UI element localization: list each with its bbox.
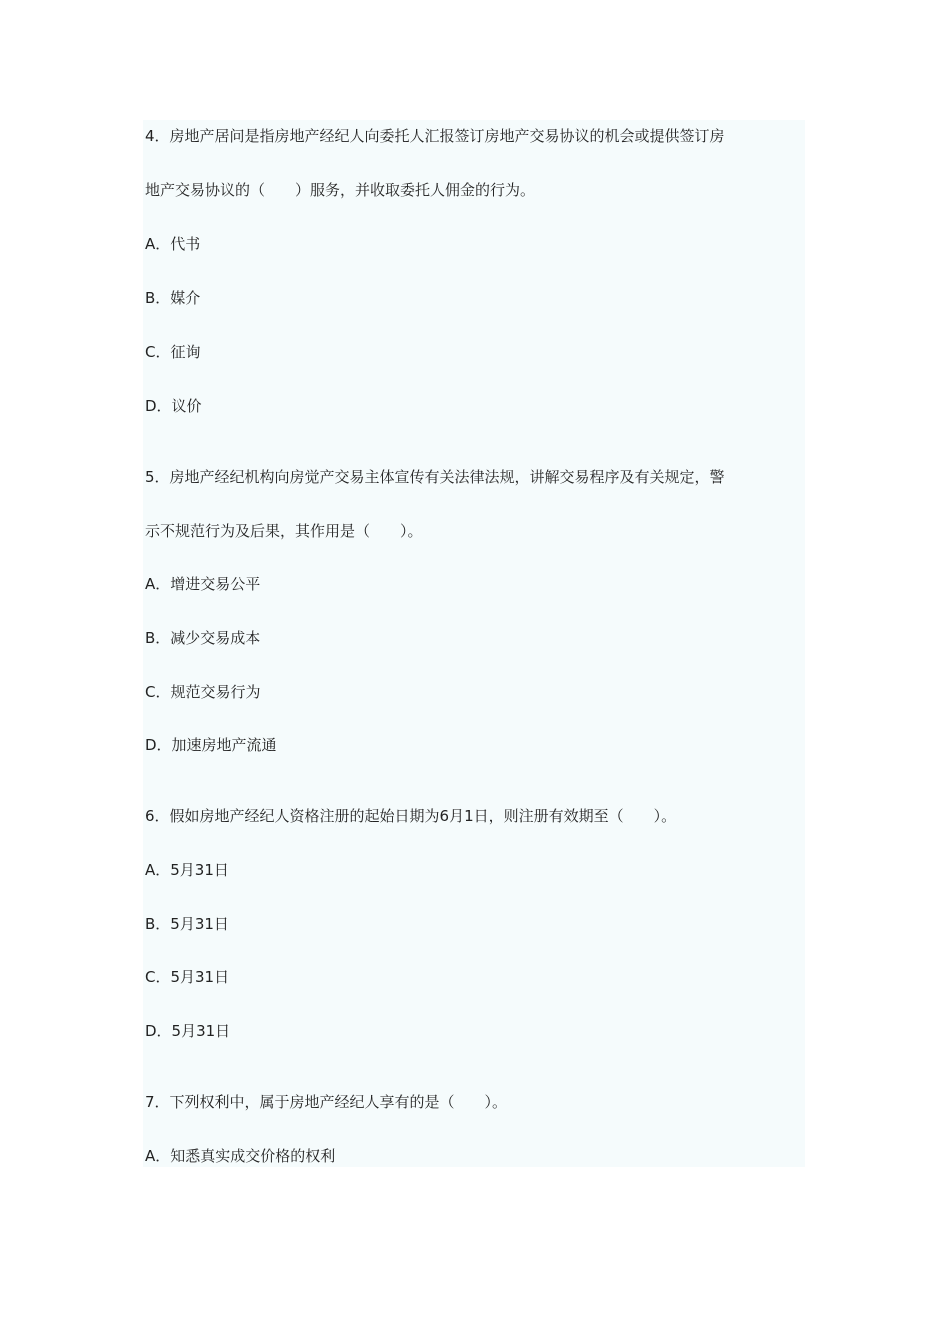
option-d: D．加速房地产流通 bbox=[145, 736, 277, 754]
question-stem-line: 4．房地产居问是指房地产经纪人向委托人汇报签订房地产交易协议的机会或提供签订房 bbox=[145, 127, 725, 145]
option-d: D．5月31日 bbox=[145, 1022, 231, 1040]
question-stem-line: 示不规范行为及后果，其作用是（ ）。 bbox=[145, 522, 423, 540]
option-b: B．减少交易成本 bbox=[145, 629, 261, 647]
question-stem-line: 6．假如房地产经纪人资格注册的起始日期为6月1日，则注册有效期至（ ）。 bbox=[145, 807, 677, 825]
question-stem-line: 地产交易协议的（ ）服务，并收取委托人佣金的行为。 bbox=[145, 181, 536, 199]
question-stem-line: 7．下列权利中，属于房地产经纪人享有的是（ ）。 bbox=[145, 1093, 508, 1111]
document-page bbox=[143, 120, 805, 1167]
option-c: C．征询 bbox=[145, 343, 201, 361]
option-a: A．增进交易公平 bbox=[145, 575, 261, 593]
option-d: D．议价 bbox=[145, 397, 202, 415]
option-c: C．5月31日 bbox=[145, 968, 230, 986]
option-a: A．5月31日 bbox=[145, 861, 229, 879]
option-b: B．媒介 bbox=[145, 289, 201, 307]
option-b: B．5月31日 bbox=[145, 915, 229, 933]
option-a: A．代书 bbox=[145, 235, 201, 253]
option-c: C．规范交易行为 bbox=[145, 683, 261, 701]
option-a: A．知悉真实成交价格的权利 bbox=[145, 1147, 336, 1165]
question-stem-line: 5．房地产经纪机构向房觉产交易主体宣传有关法律法规，讲解交易程序及有关规定，警 bbox=[145, 468, 725, 486]
